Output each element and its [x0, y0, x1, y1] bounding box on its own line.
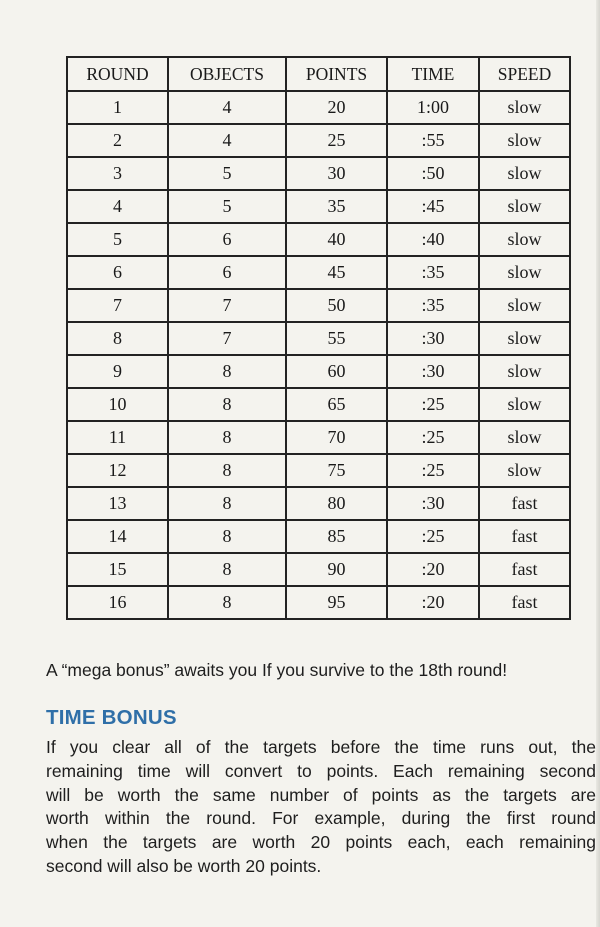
- cell-round: 3: [67, 157, 168, 190]
- time-bonus-paragraph: [46, 736, 596, 879]
- cell-round: 14: [67, 520, 168, 553]
- cell-objects: 4: [168, 91, 286, 124]
- cell-round: 7: [67, 289, 168, 322]
- mega-bonus-note: A “mega bonus” awaits you If you survive to the 18th round!: [46, 660, 508, 680]
- cell-time: :25: [387, 388, 479, 421]
- cell-speed: slow: [479, 124, 570, 157]
- paragraph-line: If you clear all of the targets before the time runs out, the: [46, 737, 596, 757]
- paragraph-line: second will also be worth 20 points.: [46, 855, 322, 876]
- cell-round: 9: [67, 355, 168, 388]
- header-time: TIME: [387, 57, 479, 91]
- cell-time: :25: [387, 454, 479, 487]
- cell-speed: slow: [479, 223, 570, 256]
- cell-time: :20: [387, 586, 479, 619]
- cell-speed: slow: [479, 355, 570, 388]
- cell-speed: slow: [479, 454, 570, 487]
- cell-speed: fast: [479, 520, 570, 553]
- cell-speed: slow: [479, 256, 570, 289]
- cell-speed: slow: [479, 322, 570, 355]
- paragraph-line: remaining time will convert to points. Each remaining second: [46, 760, 596, 781]
- cell-speed: slow: [479, 91, 570, 124]
- cell-objects: 8: [168, 421, 286, 454]
- table-row: [67, 256, 570, 289]
- cell-points: 20: [286, 91, 387, 124]
- cell-speed: slow: [479, 190, 570, 223]
- cell-points: 30: [286, 157, 387, 190]
- cell-objects: 6: [168, 256, 286, 289]
- header-objects: OBJECTS: [168, 57, 286, 91]
- cell-points: 75: [286, 454, 387, 487]
- table-row: [67, 421, 570, 454]
- cell-time: :35: [387, 256, 479, 289]
- cell-objects: 7: [168, 322, 286, 355]
- cell-time: :25: [387, 520, 479, 553]
- table-row: [67, 223, 570, 256]
- table-row: [67, 289, 570, 322]
- cell-objects: 5: [168, 157, 286, 190]
- cell-points: 50: [286, 289, 387, 322]
- cell-points: 95: [286, 586, 387, 619]
- cell-time: :45: [387, 190, 479, 223]
- cell-points: 35: [286, 190, 387, 223]
- table-row: [67, 586, 570, 619]
- page-edge: [596, 0, 600, 927]
- cell-speed: fast: [479, 586, 570, 619]
- cell-round: 2: [67, 124, 168, 157]
- cell-round: 4: [67, 190, 168, 223]
- cell-objects: 8: [168, 454, 286, 487]
- cell-objects: 8: [168, 355, 286, 388]
- table-row: [67, 190, 570, 223]
- table-row: [67, 454, 570, 487]
- cell-speed: slow: [479, 157, 570, 190]
- cell-objects: 4: [168, 124, 286, 157]
- cell-time: :40: [387, 223, 479, 256]
- cell-objects: 8: [168, 553, 286, 586]
- cell-time: :30: [387, 322, 479, 355]
- cell-time: :30: [387, 487, 479, 520]
- table-row: [67, 388, 570, 421]
- cell-points: 65: [286, 388, 387, 421]
- cell-round: 10: [67, 388, 168, 421]
- cell-round: 6: [67, 256, 168, 289]
- table-row: [67, 322, 570, 355]
- cell-time: :55: [387, 124, 479, 157]
- cell-speed: slow: [479, 421, 570, 454]
- cell-time: :20: [387, 553, 479, 586]
- cell-time: :25: [387, 421, 479, 454]
- cell-objects: 8: [168, 487, 286, 520]
- cell-objects: 5: [168, 190, 286, 223]
- cell-points: 25: [286, 124, 387, 157]
- paragraph-line: when the targets are worth 20 points each, each remaining: [46, 832, 596, 853]
- cell-round: 13: [67, 487, 168, 520]
- cell-objects: 8: [168, 586, 286, 619]
- cell-points: 80: [286, 487, 387, 520]
- table-row: [67, 553, 570, 586]
- cell-points: 45: [286, 256, 387, 289]
- cell-points: 85: [286, 520, 387, 553]
- rounds-table: [66, 56, 571, 620]
- cell-speed: fast: [479, 553, 570, 586]
- cell-time: :30: [387, 355, 479, 388]
- cell-speed: slow: [479, 289, 570, 322]
- cell-time: :35: [387, 289, 479, 322]
- cell-objects: 6: [168, 223, 286, 256]
- table-row: [67, 124, 570, 157]
- cell-points: 90: [286, 553, 387, 586]
- paragraph-line: will be worth the same number of points as the targets are: [46, 784, 596, 805]
- cell-objects: 7: [168, 289, 286, 322]
- table-row: [67, 520, 570, 553]
- header-round: ROUND: [67, 57, 168, 91]
- cell-speed: fast: [479, 487, 570, 520]
- table-row: [67, 91, 570, 124]
- cell-round: 1: [67, 91, 168, 124]
- table-row: [67, 157, 570, 190]
- cell-objects: 8: [168, 388, 286, 421]
- cell-speed: slow: [479, 388, 570, 421]
- table-body: [67, 91, 570, 619]
- cell-round: 5: [67, 223, 168, 256]
- cell-objects: 8: [168, 520, 286, 553]
- cell-points: 55: [286, 322, 387, 355]
- cell-round: 12: [67, 454, 168, 487]
- table-header-row: [67, 57, 570, 91]
- header-speed: SPEED: [479, 57, 570, 91]
- cell-points: 60: [286, 355, 387, 388]
- cell-round: 8: [67, 322, 168, 355]
- time-bonus-heading: TIME BONUS: [46, 706, 177, 729]
- cell-round: 11: [67, 421, 168, 454]
- header-points: POINTS: [286, 57, 387, 91]
- table-row: [67, 487, 570, 520]
- paragraph-line: worth within the round. For example, during the first round: [46, 808, 596, 829]
- table-row: [67, 355, 570, 388]
- cell-round: 16: [67, 586, 168, 619]
- cell-time: 1:00: [387, 91, 479, 124]
- cell-round: 15: [67, 553, 168, 586]
- cell-time: :50: [387, 157, 479, 190]
- cell-points: 70: [286, 421, 387, 454]
- cell-points: 40: [286, 223, 387, 256]
